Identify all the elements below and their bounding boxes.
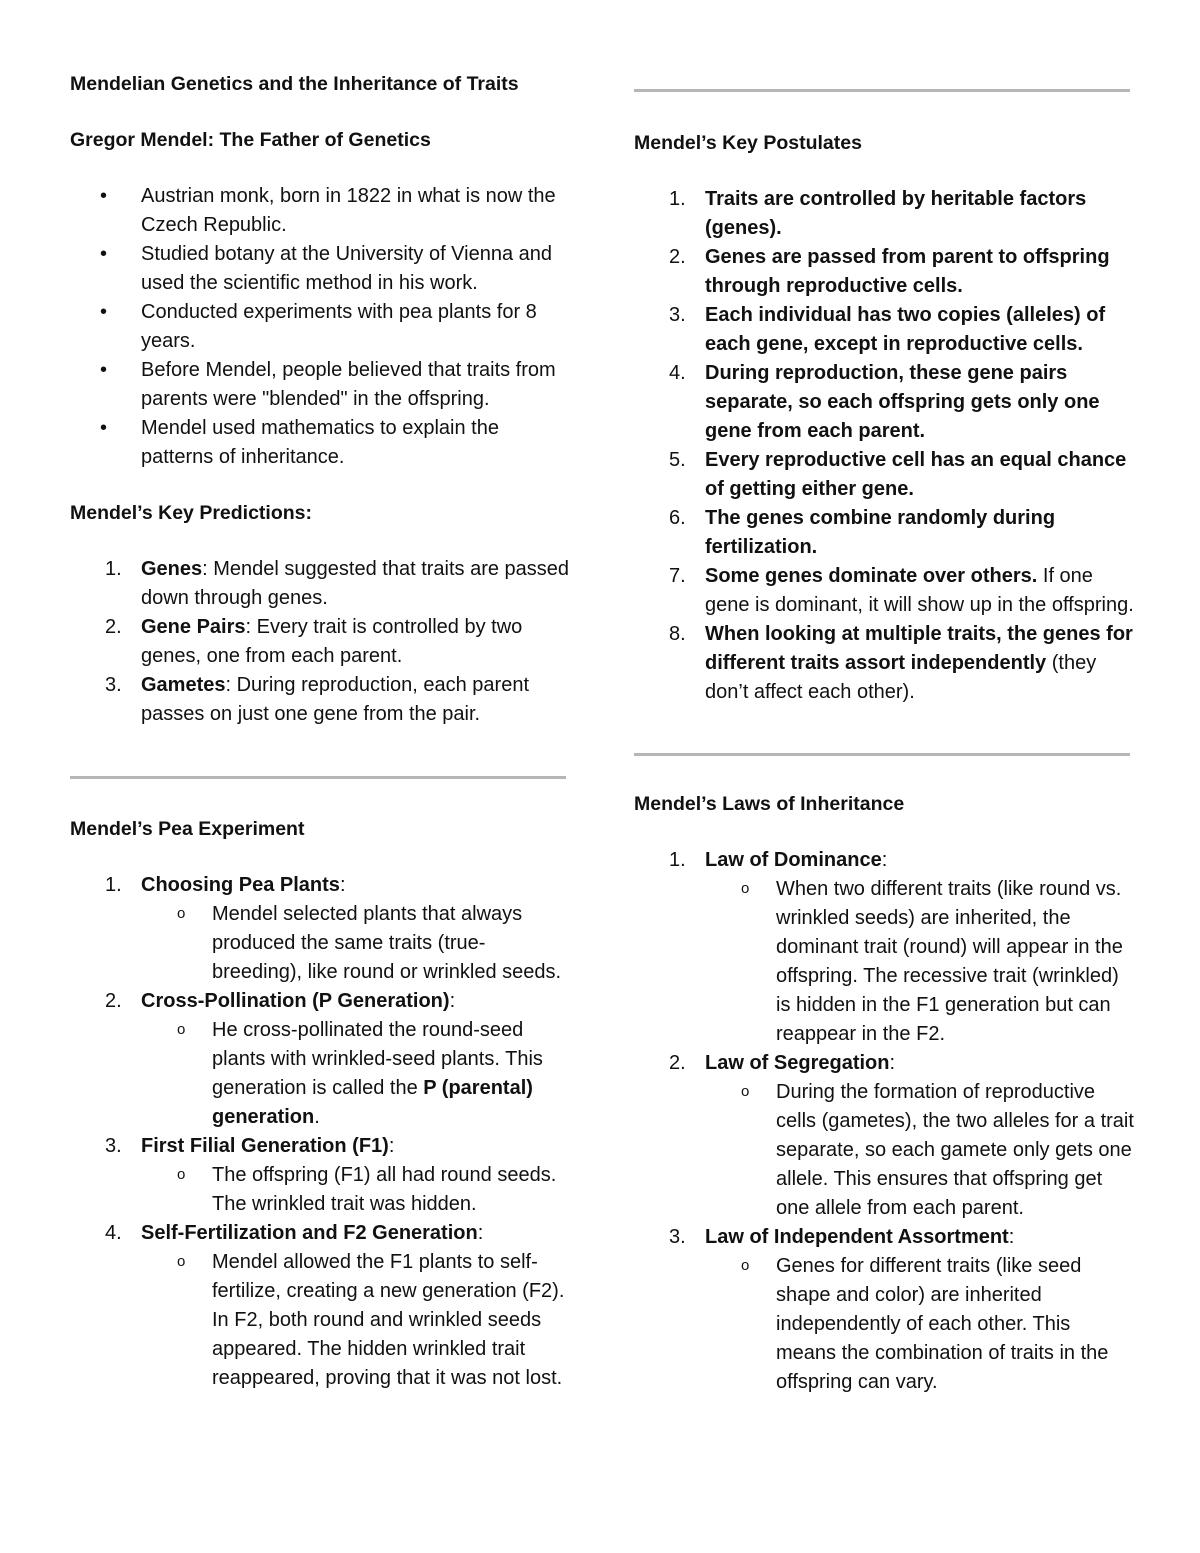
- postulates-list: [634, 185, 1134, 707]
- list-number: 3.: [105, 1135, 122, 1157]
- pea-step-title: Self-Fertilization and F2 Generation: [141, 1222, 478, 1244]
- prediction-text: : Mendel suggested that traits are passed down through genes.: [141, 558, 570, 609]
- list-item: [70, 671, 575, 729]
- law-colon: :: [889, 1052, 896, 1074]
- postulate-bold: When looking at multiple traits, the genes for different traits assort independently: [705, 623, 1133, 674]
- gregor-heading: Gregor Mendel: The Father of Genetics: [70, 129, 431, 151]
- postulate-bold: Genes are passed from parent to offspring through reproductive cells.: [705, 246, 1110, 297]
- prediction-text: : Every trait is controlled by two genes, one from each parent.: [141, 616, 523, 667]
- prediction-term: Genes: [141, 558, 203, 580]
- pea-step-colon: :: [449, 990, 456, 1012]
- sub-item: o Mendel selected plants that always produced the same traits (true-breeding), like round or wrinkled seeds.: [141, 900, 575, 987]
- pea-step-colon: :: [477, 1222, 484, 1244]
- list-number: 2.: [669, 1052, 686, 1074]
- postulate-bold: Some genes dominate over others.: [705, 565, 1038, 587]
- law-title: Law of Independent Assortment: [705, 1226, 1009, 1248]
- list-item: [634, 562, 1134, 620]
- postulate-bold: Every reproductive cell has an equal chance of getting either gene.: [705, 449, 1127, 500]
- law-colon: :: [1008, 1226, 1015, 1248]
- sub-item: [141, 1016, 575, 1132]
- postulate-bold: Each individual has two copies (alleles) of each gene, except in reproductive cells.: [705, 304, 1106, 355]
- predictions-list: [70, 555, 575, 729]
- sub-list: [705, 1078, 1134, 1223]
- list-number: 1.: [669, 188, 686, 210]
- list-number: 2.: [105, 990, 122, 1012]
- list-item: • Studied botany at the University of Vienna and used the scientific method in his work.: [70, 240, 575, 298]
- sub-list: [141, 1016, 575, 1132]
- pea-step-colon: :: [339, 874, 346, 896]
- prediction-term: Gametes: [141, 674, 226, 696]
- list-item: [634, 446, 1134, 504]
- list-item: [634, 1223, 1134, 1397]
- list-item: [634, 185, 1134, 243]
- sub-text: He cross-pollinated the round-seed plants with wrinkled-seed plants. This generation is called the: [212, 1019, 543, 1099]
- list-number: 6.: [669, 507, 686, 529]
- list-number: 4.: [669, 362, 686, 384]
- right-column: [634, 89, 1134, 1397]
- sub-list: [141, 1248, 575, 1393]
- sub-item: o Mendel allowed the F1 plants to self-fertilize, creating a new generation (F2). In F2, both round and wrinkled seeds appeared. The hidden wrinkled trait reappeared, proving that it was not lost.: [141, 1248, 575, 1393]
- list-number: 3.: [669, 304, 686, 326]
- sub-list: [141, 1161, 575, 1219]
- law-title: Law of Dominance: [705, 849, 882, 871]
- list-number: 1.: [105, 558, 122, 580]
- list-item: [70, 987, 575, 1132]
- sub-item: o The offspring (F1) all had round seeds. The wrinkled trait was hidden.: [141, 1161, 575, 1219]
- predictions-heading: Mendel’s Key Predictions:: [70, 502, 313, 524]
- sub-tail: .: [314, 1106, 320, 1128]
- postulates-heading: Mendel’s Key Postulates: [634, 132, 862, 154]
- list-number: 5.: [669, 449, 686, 471]
- pea-step-title: Cross-Pollination (P Generation): [141, 990, 450, 1012]
- list-item: [70, 613, 575, 671]
- left-column: [70, 70, 575, 1393]
- list-item: [70, 1132, 575, 1219]
- list-item: [634, 620, 1134, 707]
- gregor-bullet-list: [70, 182, 575, 472]
- list-number: 3.: [669, 1226, 686, 1248]
- sub-item: o During the formation of reproductive cells (gametes), the two alleles for a trait separate, so each gamete only gets one allele. This ensures that offspring get one allele from each parent.: [705, 1078, 1134, 1223]
- sub-item: o Genes for different traits (like seed shape and color) are inherited independently of each other. This means the combination of traits in the offspring can vary.: [705, 1252, 1134, 1397]
- list-item: [634, 1049, 1134, 1223]
- list-number: 8.: [669, 623, 686, 645]
- postulate-bold: Traits are controlled by heritable factors (genes).: [705, 188, 1087, 239]
- sub-list: [705, 1252, 1134, 1397]
- postulate-tail: If one gene is dominant, it will show up in the offspring.: [705, 565, 1134, 616]
- list-number: 1.: [105, 874, 122, 896]
- postulate-bold: The genes combine randomly during fertilization.: [705, 507, 1056, 558]
- law-colon: :: [881, 849, 888, 871]
- list-item: [634, 846, 1134, 1049]
- pea-step-title: Choosing Pea Plants: [141, 874, 340, 896]
- pea-step-title: First Filial Generation (F1): [141, 1135, 389, 1157]
- list-item: [70, 555, 575, 613]
- list-item: [634, 301, 1134, 359]
- laws-list: [634, 846, 1134, 1397]
- list-item: • Conducted experiments with pea plants for 8 years.: [70, 298, 575, 356]
- list-number: 7.: [669, 565, 686, 587]
- list-item: [70, 871, 575, 987]
- list-item: • Before Mendel, people believed that traits from parents were "blended" in the offspring.: [70, 356, 575, 414]
- law-title: Law of Segregation: [705, 1052, 890, 1074]
- list-item: [70, 1219, 575, 1393]
- pea-heading: Mendel’s Pea Experiment: [70, 818, 305, 840]
- sub-list: [141, 900, 575, 987]
- list-item: • Mendel used mathematics to explain the patterns of inheritance.: [70, 414, 575, 472]
- list-item: [634, 243, 1134, 301]
- sub-list: [705, 875, 1134, 1049]
- prediction-term: Gene Pairs: [141, 616, 246, 638]
- document-title: Mendelian Genetics and the Inheritance of Traits: [70, 73, 519, 95]
- list-number: 2.: [669, 246, 686, 268]
- list-number: 3.: [105, 674, 122, 696]
- list-item: [634, 359, 1134, 446]
- postulate-tail: (they don’t affect each other).: [705, 652, 1097, 703]
- pea-list: [70, 871, 575, 1393]
- prediction-text: : During reproduction, each parent passes on just one gene from the pair.: [141, 674, 530, 725]
- laws-heading: Mendel’s Laws of Inheritance: [634, 793, 905, 815]
- pea-step-colon: :: [388, 1135, 395, 1157]
- sub-bold-text: P (parental) generation: [212, 1077, 533, 1128]
- postulate-bold: During reproduction, these gene pairs separate, so each offspring gets only one gene from each parent.: [705, 362, 1100, 442]
- list-item: [634, 504, 1134, 562]
- list-number: 4.: [105, 1222, 122, 1244]
- list-item: • Austrian monk, born in 1822 in what is now the Czech Republic.: [70, 182, 575, 240]
- list-number: 1.: [669, 849, 686, 871]
- sub-item: o When two different traits (like round vs. wrinkled seeds) are inherited, the dominant trait (round) will appear in the offspring. The recessive trait (wrinkled) is hidden in the F1 generation but can reappear in the F2.: [705, 875, 1134, 1049]
- list-number: 2.: [105, 616, 122, 638]
